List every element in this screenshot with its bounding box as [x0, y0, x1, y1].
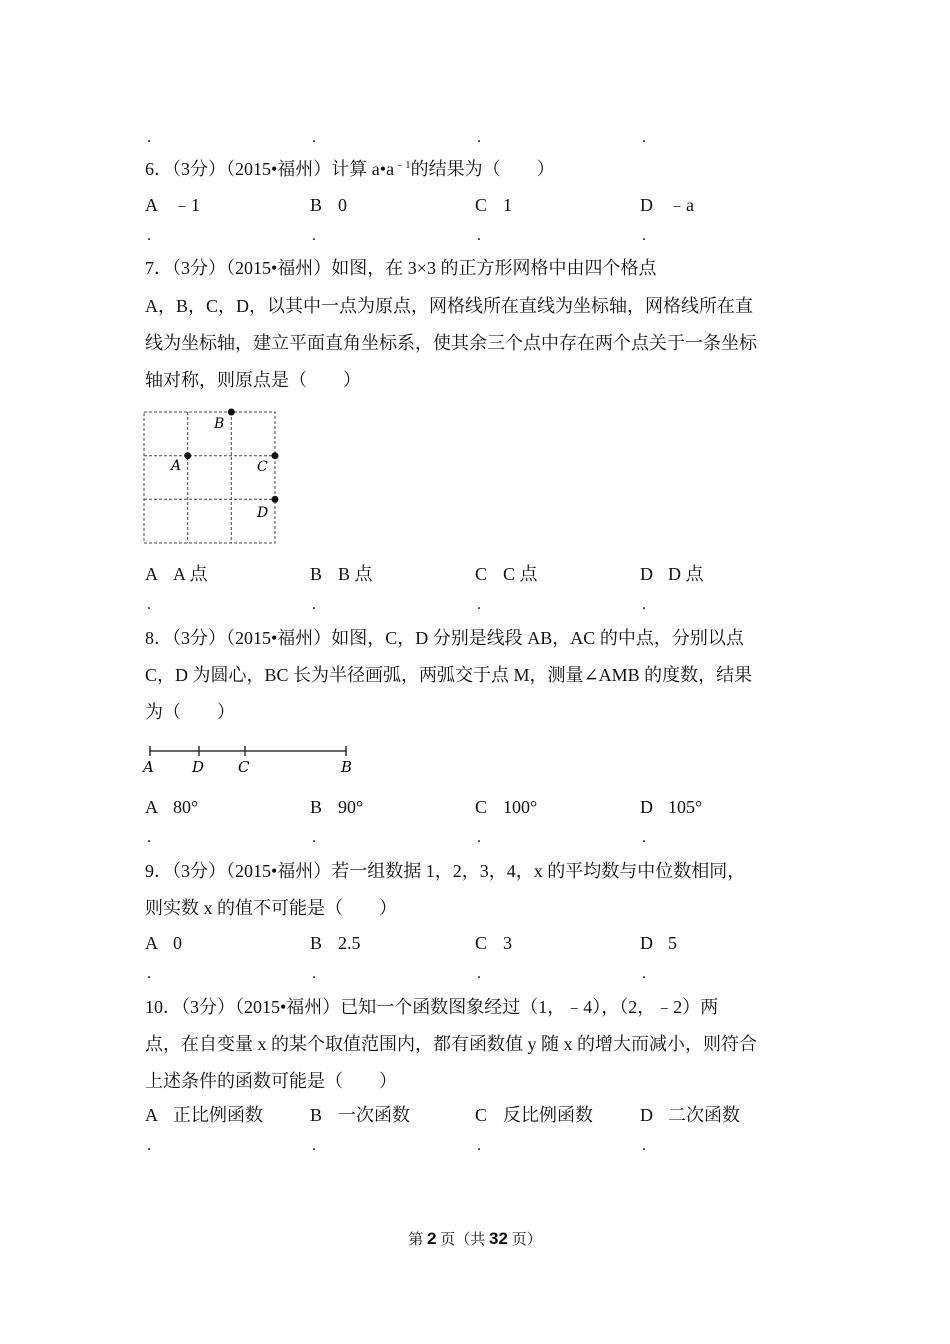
question-10-option-a[interactable]: A 正比例函数 — [145, 1105, 263, 1125]
option-dot: . — [312, 1137, 316, 1154]
option-dot: . — [477, 129, 481, 146]
question-8-option-a[interactable]: A 80° — [145, 797, 199, 817]
label-b: B — [341, 758, 353, 776]
option-dot: . — [642, 965, 646, 982]
question-7-option-a[interactable]: A A 点 — [145, 564, 208, 584]
question-10-option-c[interactable]: C 反比例函数 — [475, 1105, 593, 1125]
question-7-line-3: 线为坐标轴，建立平面直角坐标系，使其余三个点中存在两个点关于一条坐标 — [145, 333, 757, 353]
option-dot: . — [642, 129, 646, 146]
question-9-option-c[interactable]: C 3 — [475, 933, 512, 953]
option-dot: . — [477, 965, 481, 982]
question-6-option-b[interactable]: B 0 — [310, 195, 347, 215]
question-6-option-d[interactable]: D ﹣a — [640, 195, 694, 215]
option-dot: . — [147, 829, 151, 846]
label-d: D — [192, 758, 205, 776]
question-8-option-b[interactable]: B 90° — [310, 797, 364, 817]
option-dot: . — [147, 129, 151, 146]
grid-figure — [140, 405, 285, 550]
point-c — [272, 452, 279, 459]
option-dot: . — [642, 596, 646, 613]
label-c: C — [238, 758, 250, 776]
question-6-text: 6．（3分）（2015•福州）计算 $a•a^{﹣1}$的结果为（ ） — [145, 159, 555, 179]
question-9-line-2: 则实数 x 的值不可能是（ ） — [145, 898, 397, 918]
question-9-option-d[interactable]: D 5 — [640, 933, 677, 953]
page-number: 2 — [427, 1229, 437, 1248]
label-a: A — [171, 458, 182, 474]
option-dot: . — [477, 829, 481, 846]
question-8-option-c[interactable]: C 100° — [475, 797, 538, 817]
option-dot: . — [147, 965, 151, 982]
page-total: 32 — [489, 1229, 508, 1248]
question-10-option-d[interactable]: D 二次函数 — [640, 1105, 740, 1125]
option-dot: . — [642, 227, 646, 244]
option-dot: . — [312, 129, 316, 146]
question-10-line-1: 10．（3分）（2015•福州）已知一个函数图象经过（1，﹣4），（2，﹣2）两 — [145, 997, 719, 1017]
question-8-line-3: 为（ ） — [145, 702, 235, 722]
question-9-option-a[interactable]: A 0 — [145, 933, 182, 953]
question-8-line-1: 8．（3分）（2015•福州）如图，C，D 分别是线段 AB，AC 的中点，分别以点 — [145, 628, 744, 648]
question-10-line-2: 点，在自变量 x 的某个取值范围内，都有函数值 y 随 x 的增大而减小，则符合 — [145, 1034, 757, 1054]
page-footer: 第 2 页（共 32 页） — [408, 1229, 542, 1248]
option-dot: . — [477, 1137, 481, 1154]
option-dot: . — [147, 596, 151, 613]
label-d: D — [257, 505, 269, 521]
question-7-option-c[interactable]: C C 点 — [475, 564, 538, 584]
point-d — [272, 496, 279, 503]
option-dot: . — [147, 227, 151, 244]
question-7-option-d[interactable]: D D 点 — [640, 564, 704, 584]
question-8-line-2: C，D 为圆心，BC 长为半径画弧，两弧交于点 M，测量∠AMB 的度数，结果 — [145, 665, 753, 685]
option-dot: . — [312, 227, 316, 244]
label-b: B — [214, 416, 225, 432]
option-dot: . — [477, 227, 481, 244]
question-7-line-2: A，B，C，D，以其中一点为原点，网格线所在直线为坐标轴，网格线所在直 — [145, 296, 754, 316]
option-dot: . — [312, 829, 316, 846]
question-7-option-b[interactable]: B B 点 — [310, 564, 373, 584]
question-6-option-c[interactable]: C 1 — [475, 195, 512, 215]
question-7-line-1: 7．（3分）（2015•福州）如图，在 3×3 的正方形网格中由四个格点 — [145, 258, 657, 278]
option-dot: . — [642, 1137, 646, 1154]
question-9-option-b[interactable]: B 2.5 — [310, 933, 361, 953]
label-c: C — [257, 459, 268, 475]
question-10-line-3: 上述条件的函数可能是（ ） — [145, 1071, 397, 1091]
segment-figure — [140, 740, 365, 780]
option-dot: . — [312, 965, 316, 982]
point-b — [228, 409, 235, 416]
option-dot: . — [477, 596, 481, 613]
question-7-line-4: 轴对称，则原点是（ ） — [145, 370, 361, 390]
question-9-line-1: 9．（3分）（2015•福州）若一组数据 1，2，3，4，x 的平均数与中位数相同， — [145, 861, 746, 881]
label-a: A — [143, 758, 154, 776]
option-dot: . — [642, 829, 646, 846]
question-10-option-b[interactable]: B 一次函数 — [310, 1105, 410, 1125]
point-a — [184, 452, 191, 459]
question-8-option-d[interactable]: D 105° — [640, 797, 703, 817]
option-dot: . — [147, 1137, 151, 1154]
option-dot: . — [312, 596, 316, 613]
question-6-option-a[interactable]: A ﹣1 — [145, 195, 200, 215]
